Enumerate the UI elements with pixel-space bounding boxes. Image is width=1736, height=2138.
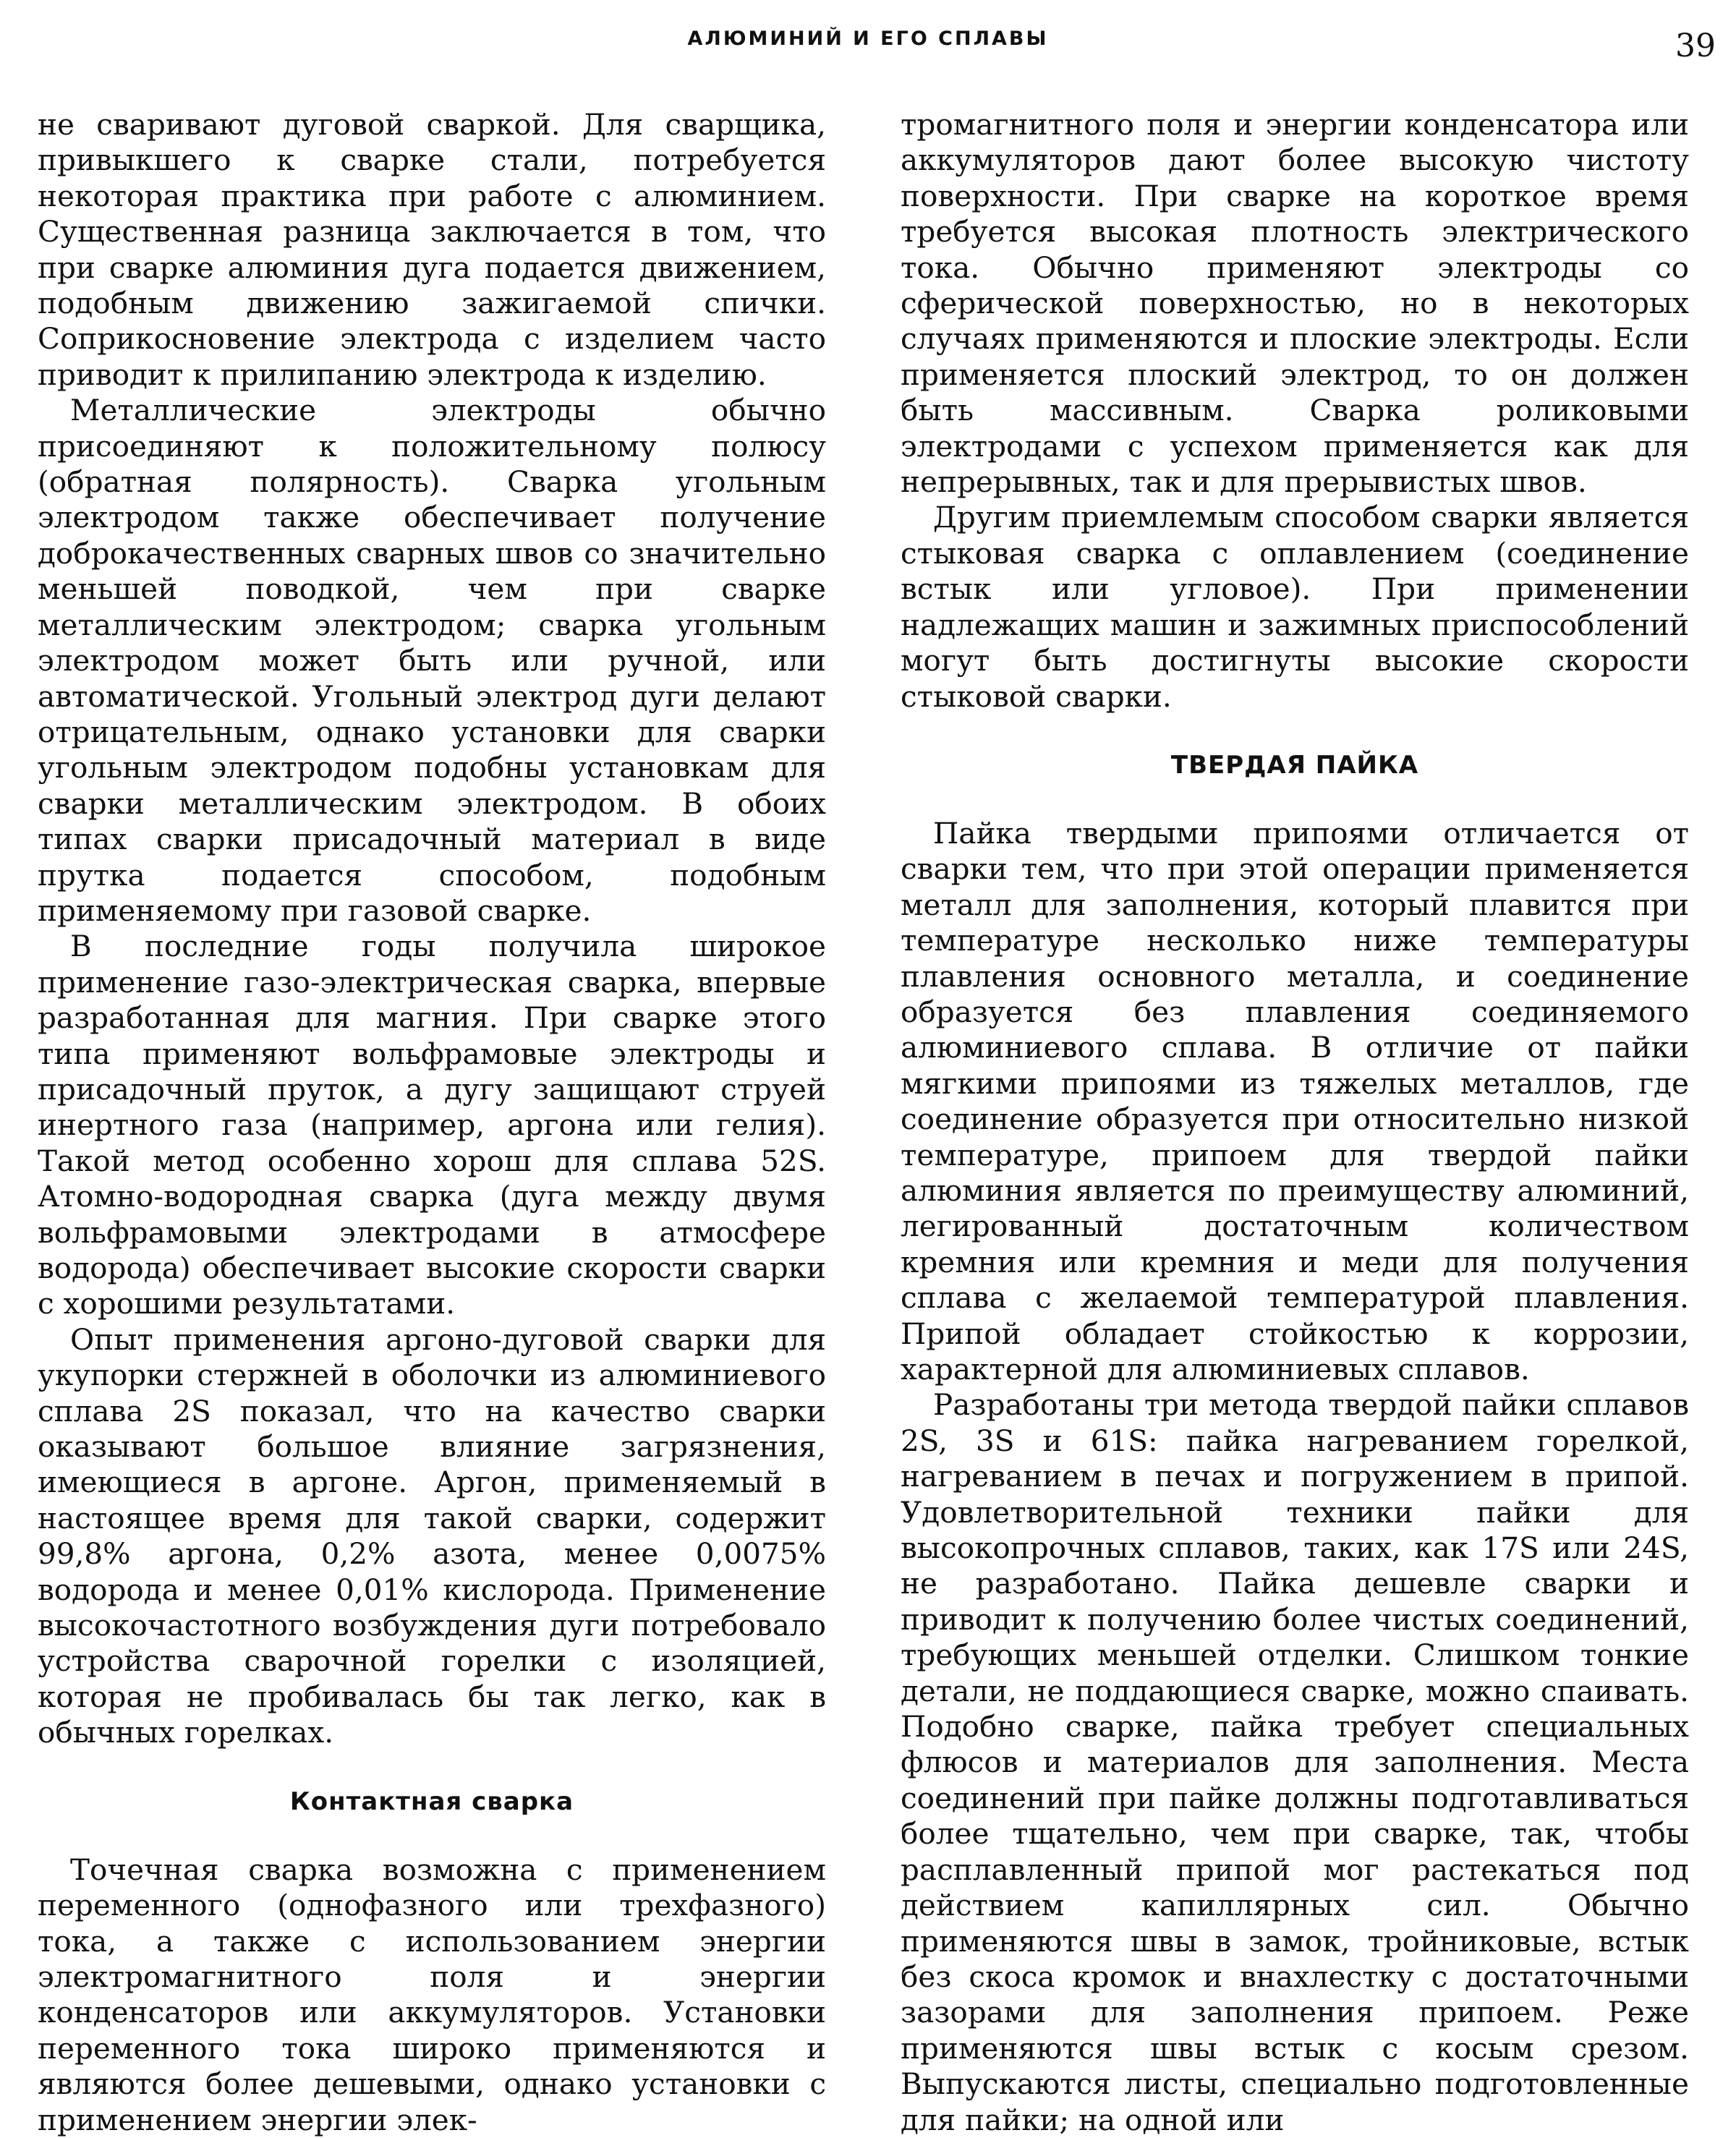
paragraph: тромагнитного поля и энергии конденсатора или аккумуляторов дают более высокую чистоту поверхности. При сварке на короткое время требуется высокая плотность электрического тока. Обычно применяют электроды со сферической поверхностью, но в некоторых случаях применяются и плоские электроды. Если применяется плоский электрод, то он должен быть массивным. Сварка роликовыми электродами с успехом применяется как для непрерывных, так и для прерывистых швов. (901, 107, 1689, 500)
paragraph: Точечная сварка возможна с применением переменного (однофазного или трехфазного) тока, а также с использованием энергии электромагнитного поля и энергии конденсаторов или аккумуляторов. Установки переменного тока широко применяются и являются более дешевыми, однако установки с применением энергии элек- (38, 1852, 826, 2137)
section-heading: ТВЕРДАЯ ПАЙКА (1170, 750, 1419, 780)
right-column (901, 107, 1689, 2138)
paragraph: Металлические электроды обычно присоединяют к положительному полюсу (обратная полярность). Сварка угольным электродом также обеспечивает получение доброкачественных сварных швов со значительно меньшей поводкой, чем при сварке металлическим электродом; сварка угольным электродом может быть или ручной, или автоматической. Угольный электрод дуги делают отрицательным, однако установки для сварки угольным электродом подобны установкам для сварки металлическим электродом. В обоих типах сварки присадочный материал в виде прутка подается способом, подобным применяемому при газовой сварке. (38, 393, 826, 928)
left-column (38, 107, 826, 2138)
paragraph: Опыт применения аргоно-дуговой сварки для укупорки стержней в оболочки из алюминиевого сплава 2S показал, что на качество сварки оказывают большое влияние загрязнения, имеющиеся в аргоне. Аргон, применяемый в настоящее время для такой сварки, содержит 99,8% аргона, 0,2% азота, менее 0,0075% водорода и менее 0,01% кислорода. Применение высокочастотного возбуждения дуги потребовало устройства сварочной горелки с изоляцией, которая не пробивалась бы так легко, как в обычных горелках. (38, 1321, 826, 1750)
page-number: 39 (1675, 27, 1716, 64)
running-head: АЛЮМИНИЙ И ЕГО СПЛАВЫ (687, 27, 1049, 50)
paragraph: Разработаны три метода твердой пайки сплавов 2S, 3S и 61S: пайка нагреванием горелкой, нагреванием в печах и погружением в припой. Удовлетворительной техники пайки для высокопрочных сплавов, таких, как 17S или 24S, не разработано. Пайка дешевле сварки и приводит к получению более чистых соединений, требующих меньшей отделки. Слишком тонкие детали, не поддающиеся сварке, можно спаивать. Подобно сварке, пайка требует специальных флюсов и материалов для заполнения. Места соединений при пайке должны подготавливаться более тщательно, чем при сварке, так, чтобы расплавленный припой мог растекаться под действием капиллярных сил. Обычно применяются швы в замок, тройниковые, встык без скоса кромок и внахлестку с достаточными зазорами для заполнения припоем. Реже применяются швы встык с косым срезом. Выпускаются листы, специально подготовленные для пайки; на одной или (901, 1387, 1689, 2137)
paragraph: не сваривают дуговой сваркой. Для сварщика, привыкшего к сварке стали, потребуется некоторая практика при работе с алюминием. Существенная разница заключается в том, что при сварке алюминия дуга подается движением, подобным движению зажигаемой спички. Соприкосновение электрода с изделием часто приводит к прилипанию электрода к изделию. (38, 107, 826, 392)
paragraph: Пайка твердыми припоями отличается от сварки тем, что при этой операции применяется металл для заполнения, который плавится при температуре несколько ниже температуры плавления основного металла, и соединение образуется без плавления соединяемого алюминиевого сплава. В отличие от пайки мягкими припоями из тяжелых металлов, где соединение образуется при относительно низкой температуре, припоем для твердой пайки алюминия является по преимуществу алюминий, легированный достаточным количеством кремния или кремния и меди для получения сплава с желаемой температурой плавления. Припой обладает стойкостью к коррозии, характерной для алюминиевых сплавов. (901, 815, 1689, 1387)
paragraph: В последние годы получила широкое применение газо-электрическая сварка, впервые разработанная для магния. При сварке этого типа применяют вольфрамовые электроды и присадочный пруток, а дугу защищают струей инертного газа (например, аргона или гелия). Такой метод особенно хорош для сплава 52S. Атомно-водородная сварка (дуга между двумя вольфрамовыми электродами в атмосфере водорода) обеспечивает высокие скорости сварки с хорошими результатами. (38, 929, 826, 1321)
paragraph: Другим приемлемым способом сварки является стыковая сварка с оплавлением (соединение встык или угловое). При применении надлежащих машин и зажимных приспособлений могут быть достигнуты высокие скорости стыковой сварки. (901, 500, 1689, 714)
section-heading: Контактная сварка (289, 1786, 574, 1816)
